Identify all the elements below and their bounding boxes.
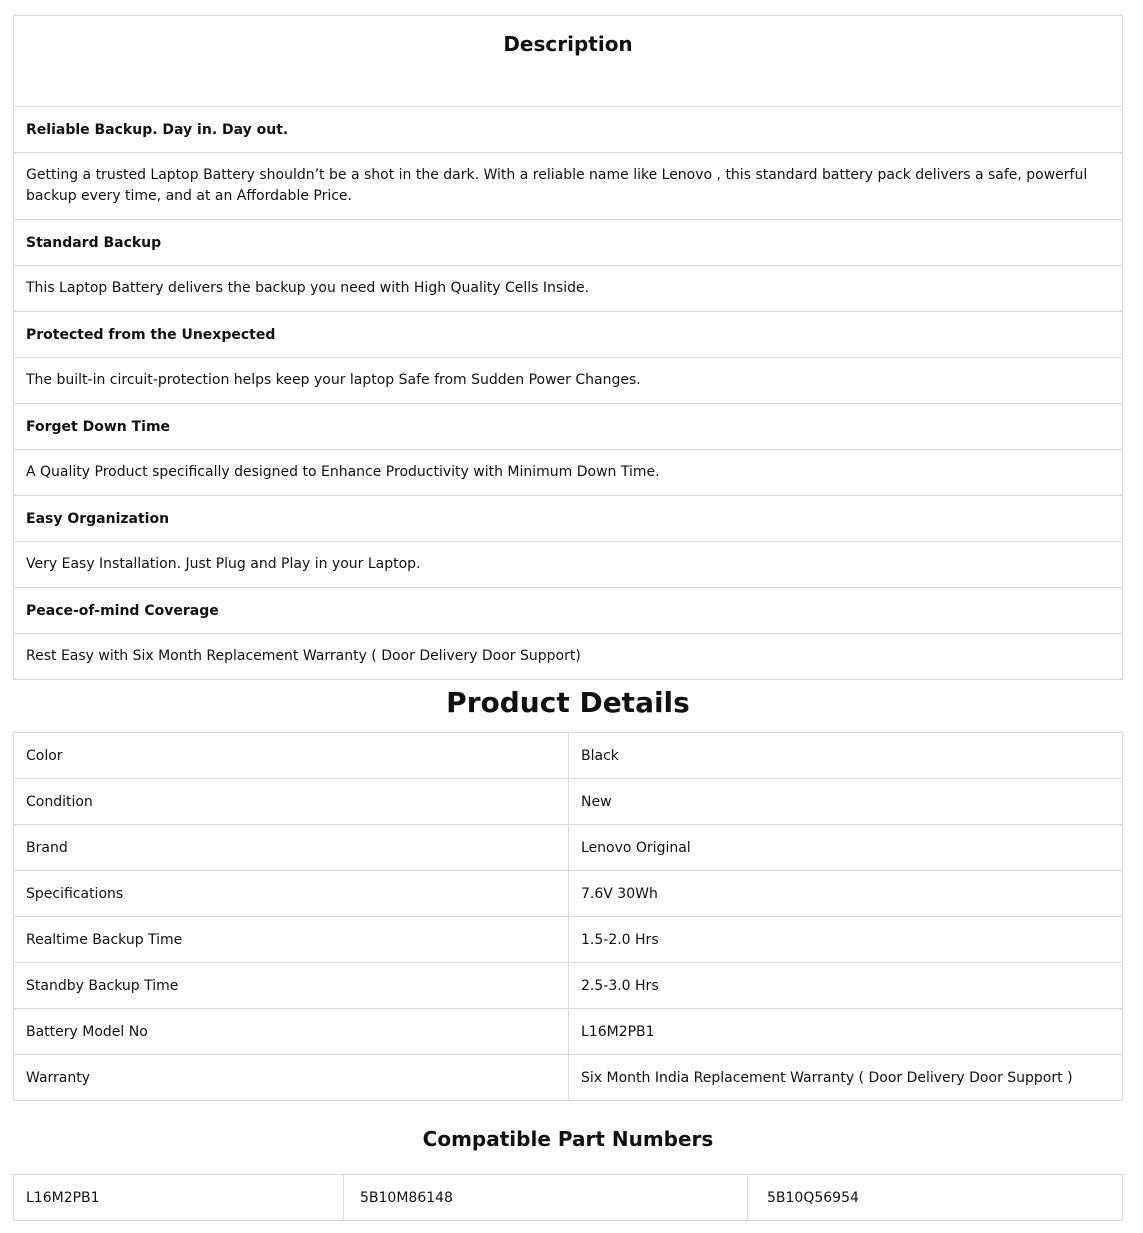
section-text-row bbox=[14, 266, 1123, 312]
section-heading-row bbox=[14, 496, 1123, 542]
section-text: Very Easy Installation. Just Plug and Play in your Laptop. bbox=[14, 542, 1123, 588]
detail-label: Condition bbox=[14, 779, 569, 825]
part-number: 5B10M86148 bbox=[344, 1175, 748, 1221]
detail-value: Six Month India Replacement Warranty ( Door Delivery Door Support ) bbox=[569, 1055, 1123, 1101]
detail-label: Color bbox=[14, 733, 569, 779]
detail-value: 7.6V 30Wh bbox=[569, 871, 1123, 917]
product-details-table bbox=[13, 732, 1123, 1101]
detail-label: Standby Backup Time bbox=[14, 963, 569, 1009]
section-text-row bbox=[14, 358, 1123, 404]
detail-value: New bbox=[569, 779, 1123, 825]
detail-value: 2.5-3.0 Hrs bbox=[569, 963, 1123, 1009]
section-text: Rest Easy with Six Month Replacement Warranty ( Door Delivery Door Support) bbox=[14, 634, 1123, 680]
section-heading-row bbox=[14, 220, 1123, 266]
section-heading-row bbox=[14, 312, 1123, 358]
section-text-row bbox=[14, 450, 1123, 496]
section-heading: Easy Organization bbox=[14, 496, 1123, 542]
part-number: L16M2PB1 bbox=[14, 1175, 344, 1221]
compatible-parts-table bbox=[13, 1174, 1123, 1221]
section-text-row bbox=[14, 542, 1123, 588]
table-row bbox=[14, 1175, 1123, 1221]
table-row bbox=[14, 963, 1123, 1009]
table-row bbox=[14, 779, 1123, 825]
compatible-parts-title: Compatible Part Numbers bbox=[422, 1127, 714, 1151]
section-heading: Standard Backup bbox=[14, 220, 1123, 266]
section-heading-row bbox=[14, 588, 1123, 634]
section-text: A Quality Product specifically designed to Enhance Productivity with Minimum Down Time. bbox=[14, 450, 1123, 496]
detail-value: Lenovo Original bbox=[569, 825, 1123, 871]
section-text: The built-in circuit-protection helps keep your laptop Safe from Sudden Power Changes. bbox=[14, 358, 1123, 404]
section-heading: Forget Down Time bbox=[14, 404, 1123, 450]
table-row bbox=[14, 871, 1123, 917]
detail-label: Battery Model No bbox=[14, 1009, 569, 1055]
detail-label: Brand bbox=[14, 825, 569, 871]
section-heading: Reliable Backup. Day in. Day out. bbox=[14, 107, 1123, 153]
detail-value: Black bbox=[569, 733, 1123, 779]
section-text-row bbox=[14, 634, 1123, 680]
description-title: Description bbox=[14, 16, 1123, 107]
description-table bbox=[13, 15, 1123, 680]
detail-label: Warranty bbox=[14, 1055, 569, 1101]
table-row bbox=[14, 1055, 1123, 1101]
detail-label: Specifications bbox=[14, 871, 569, 917]
table-row bbox=[14, 1009, 1123, 1055]
section-text: This Laptop Battery delivers the backup you need with High Quality Cells Inside. bbox=[14, 266, 1123, 312]
section-heading: Peace-of-mind Coverage bbox=[14, 588, 1123, 634]
table-row bbox=[14, 917, 1123, 963]
section-heading-row bbox=[14, 107, 1123, 153]
detail-value: L16M2PB1 bbox=[569, 1009, 1123, 1055]
table-row bbox=[14, 825, 1123, 871]
table-row bbox=[14, 733, 1123, 779]
section-heading: Protected from the Unexpected bbox=[14, 312, 1123, 358]
detail-value: 1.5-2.0 Hrs bbox=[569, 917, 1123, 963]
product-details-title: Product Details bbox=[446, 686, 690, 719]
section-text: Getting a trusted Laptop Battery shouldn’t be a shot in the dark. With a reliable name like Lenovo , this standard battery pack delivers a safe, powerful backup every time, and at an Affordable Price. bbox=[14, 153, 1123, 220]
section-heading-row bbox=[14, 404, 1123, 450]
section-text-row bbox=[14, 153, 1123, 220]
description-header-row bbox=[14, 16, 1123, 107]
detail-label: Realtime Backup Time bbox=[14, 917, 569, 963]
part-number: 5B10Q56954 bbox=[748, 1175, 1123, 1221]
